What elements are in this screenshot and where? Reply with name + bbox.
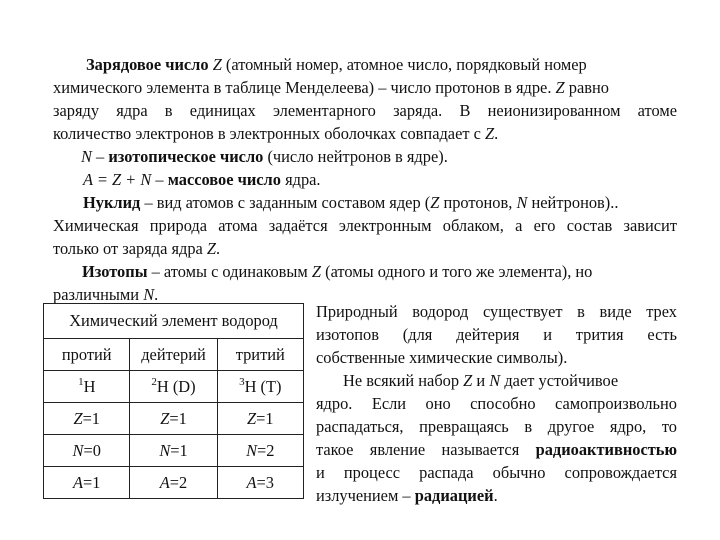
symbol-z: Z (555, 78, 565, 97)
para1-line4 (53, 122, 498, 145)
header-tritium: тритий (217, 339, 303, 371)
right-line7 (316, 438, 677, 461)
para4-text-b: протонов, (443, 193, 513, 212)
period: . (494, 124, 499, 143)
right-line7-text: такое явление называется (316, 440, 520, 459)
para4-text-a: – вид атомов с заданным составом ядер ( (144, 193, 431, 212)
para1-line2 (53, 76, 677, 99)
para1-line3: заряду ядра в единицах элементарного заряда. В неионизированном атоме (53, 101, 677, 120)
right-line2: изотопов (для дейтерия и трития есть (316, 325, 677, 344)
para2-text: (число нейтронов в ядре). (267, 147, 448, 166)
term-charge-number: Зарядовое число (86, 55, 209, 74)
hydrogen-isotopes-table (43, 303, 304, 499)
symbol-z: Z (485, 124, 495, 143)
symbol-z: Z (430, 193, 440, 212)
para4-line3-text: только от заряда ядра (53, 239, 203, 258)
isotope-symbol-deuterium: $^2$H (D) (130, 371, 217, 403)
right-line4-text-b: дает устойчивое (504, 371, 619, 390)
a-value-deuterium: A=2 (130, 467, 217, 499)
header-deuterium: дейтерий (130, 339, 217, 371)
para5-line1 (82, 260, 592, 283)
para4-text-c: нейтронов).. (531, 193, 619, 212)
period: . (493, 486, 498, 505)
para5-text-b: (атомы одного и того же элемента), но (325, 262, 593, 281)
symbol-z: Z (311, 262, 322, 281)
para1-line2-text: химического элемента в таблице Менделеева) – число протонов в ядре. (53, 78, 552, 97)
z-value-protium: Z=1 (44, 403, 130, 435)
z-value-tritium: Z=1 (217, 403, 303, 435)
term-radioactivity: радиоактивностью (535, 440, 677, 459)
para1-line2-end: равно (568, 78, 609, 97)
para1-line1-text: (атомный номер, атомное число, порядковый номер (225, 55, 587, 74)
period: . (154, 285, 159, 304)
term-isotopic-number: изотопическое число (108, 147, 264, 166)
symbol-z: Z (463, 371, 473, 390)
para5-text-a: – атомы с одинаковым (151, 262, 308, 281)
right-line1: Природный водород существует в виде трех (316, 302, 677, 321)
para1-line4-text: количество электронов в электронных оболочках совпадает с (53, 124, 481, 143)
header-protium: протий (44, 339, 130, 371)
term-radiation: радиацией (414, 486, 494, 505)
symbol-n: N (489, 371, 501, 390)
term-mass-number: массовое число (167, 170, 281, 189)
para4-line2: Химическая природа атома задаётся электронным облаком, а его состав зависит (53, 216, 677, 235)
para3-text: ядра. (285, 170, 321, 189)
para3-line (83, 168, 321, 191)
right-line4 (343, 369, 618, 392)
right-line5: ядро. Если оно способно самопроизвольно (316, 394, 677, 413)
a-value-protium: A=1 (44, 467, 130, 499)
n-value-tritium: N=2 (217, 435, 303, 467)
a-value-tritium: A=3 (217, 467, 303, 499)
para5-line2-text: различными (53, 285, 140, 304)
z-value-deuterium: Z=1 (130, 403, 217, 435)
para2-line (81, 145, 448, 168)
dash: – (155, 170, 164, 189)
table-title: Химический элемент водород (44, 304, 304, 339)
right-line9 (316, 484, 498, 507)
period: . (216, 239, 221, 258)
right-line6: распадаться, превращаясь в другое ядро, то (316, 417, 677, 436)
right-line3: собственные химические символы). (316, 348, 568, 367)
symbol-z: Z (206, 239, 217, 258)
n-value-deuterium: N=1 (130, 435, 217, 467)
right-line9-text: излучением – (316, 486, 411, 505)
term-nuclide: Нуклид (83, 193, 141, 212)
symbol-n: N (81, 147, 92, 166)
symbol-n: N (516, 193, 528, 212)
para4-line3 (53, 237, 220, 260)
term-isotopes: Изотопы (82, 262, 148, 281)
dash: – (96, 147, 105, 166)
para4-line1 (83, 191, 618, 214)
isotope-symbol-tritium: $^3$H (T) (217, 371, 303, 403)
mass-formula: A = Z + N (83, 170, 152, 189)
symbol-n: N (143, 285, 155, 304)
para1-line1 (86, 53, 587, 76)
conjunction: и (476, 371, 486, 390)
right-line8: и процесс распада обычно сопровождается (316, 463, 677, 482)
right-line4-text-a: Не всякий набор (343, 371, 460, 390)
symbol-z: Z (212, 55, 222, 74)
n-value-protium: N=0 (44, 435, 130, 467)
isotope-symbol-protium: $^1$H (44, 371, 130, 403)
